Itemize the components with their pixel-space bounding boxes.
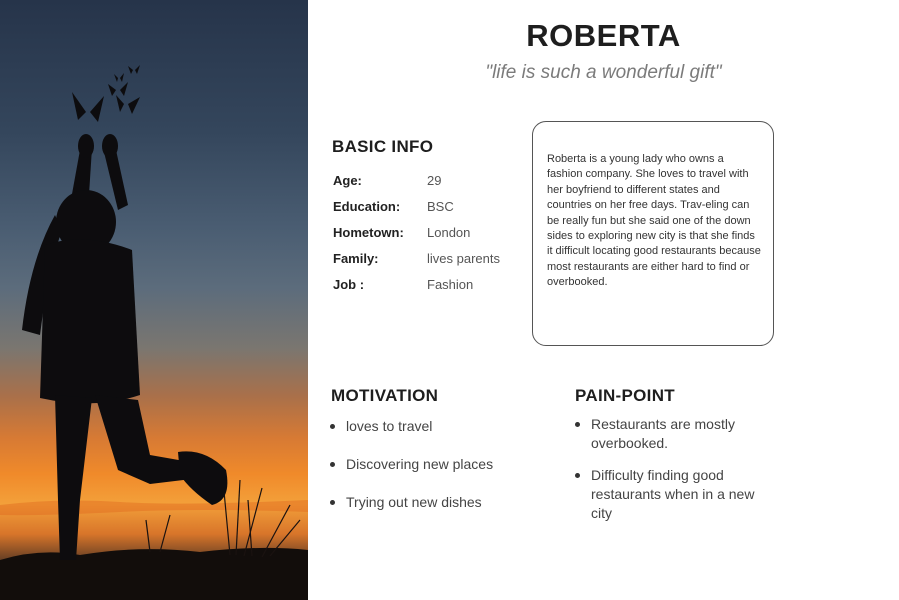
list-item: Trying out new dishes — [330, 493, 560, 512]
info-label: Hometown: — [333, 225, 404, 240]
motivation-title: MOTIVATION — [331, 386, 439, 405]
info-label: Age: — [333, 173, 362, 188]
ground-silhouette — [0, 548, 308, 600]
info-value: 29 — [427, 173, 442, 188]
info-value: BSC — [427, 199, 454, 214]
persona-name: ROBERTA — [526, 18, 681, 53]
persona-photo — [0, 0, 308, 600]
info-value: lives parents — [427, 251, 500, 266]
list-item: Discovering new places — [330, 455, 560, 474]
info-label: Job : — [333, 277, 365, 292]
info-label: Education: — [333, 199, 401, 214]
list-item: loves to travel — [330, 417, 560, 436]
persona-quote: "life is such a wonderful gift" — [485, 62, 722, 83]
butterflies — [72, 65, 140, 122]
horizon-haze — [0, 500, 308, 515]
list-item: Restaurants are mostly overbooked. — [575, 415, 770, 453]
motivation-list — [330, 417, 560, 531]
bio-box — [532, 121, 774, 346]
girl-silhouette — [22, 134, 227, 560]
pain-point-list — [575, 415, 770, 536]
basic-info-title: BASIC INFO — [332, 137, 434, 156]
bio-text: Roberta is a young lady who owns a fashion company. She loves to travel with her boyfriend to different states and countries on her free days. Trav-eling can be really fun but she said one of the down sides to exploring new city is that she finds it difficult locating good restaurants because most restaurants are either hard to find or overbooked. — [547, 153, 761, 289]
silhouette-illustration — [0, 0, 308, 600]
info-value: Fashion — [427, 277, 474, 292]
pain-point-title: PAIN-POINT — [575, 386, 675, 405]
list-item: Difficulty finding good restaurants when in a new city — [575, 466, 770, 523]
info-label: Family: — [333, 251, 379, 266]
info-value: London — [427, 225, 471, 240]
